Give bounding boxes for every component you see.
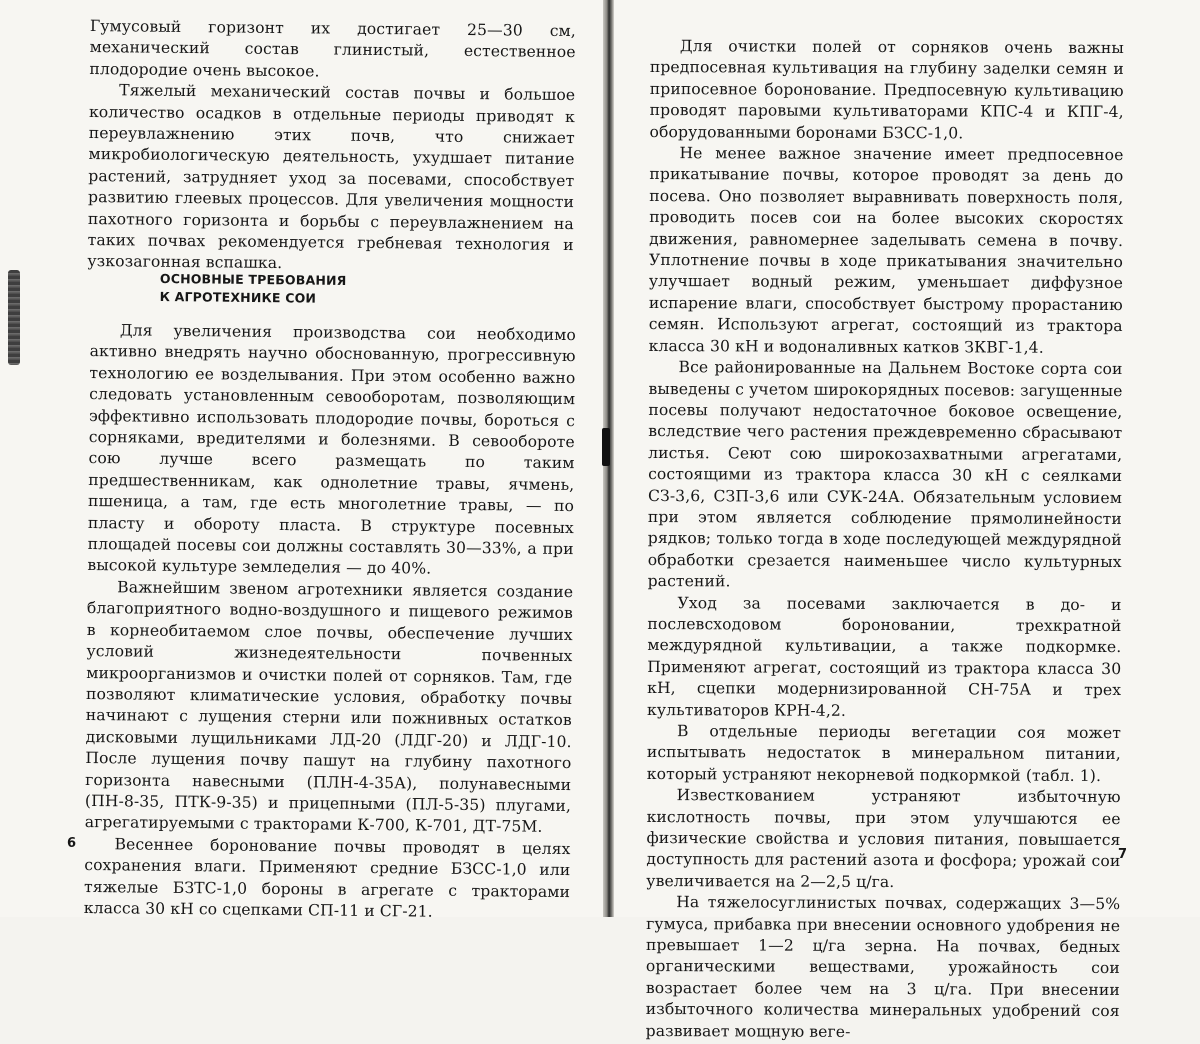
right-body-text xyxy=(646,36,1124,1044)
page-number-left: 6 xyxy=(67,836,77,851)
body-paragraph: Уход за посевами заключается в до- и послевсходовом бороновании, трехкратной междурядной культивации, а также подкормке. Применяют агрегат, состоящий из трактора класса 30 кН, сцепки модернизированной СН-75А и трех культиваторов КРН-4,2. xyxy=(647,593,1122,720)
left-body-text xyxy=(84,320,576,924)
body-paragraph: Не менее важное значение имеет предпосевное прикатывание почвы, которое проводят за день до посева. Оно позволяет выравнивать поверхность поля, проводить посев сои на более высоких скоростях движения, равномернее заделывать семена в почву. Уплотнение почвы в ходе прикатывания значительно улучшает водный режим, уменьшает диффузное испарение влаги, способствует быстрому прорастанию семян. Используют агрегат, состоящий из трактора класса 30 кН и водоналивных катков ЗКВГ-1,4. xyxy=(648,144,1124,357)
body-paragraph: Важнейшим звеном агротехники является создание благоприятного водно-воздушного и пищевого режимов в корнеобитаемом слое почвы, обеспечение лучших условий жизнедеятельности почвенных микроорганизмов и очистки полей от сорняков. Там, где позволяют климатические условия, обработку почвы начинают с лущения стерни или пожнивных остатков дисковыми лущильниками ЛД-20 (ЛДГ-20) и ЛДГ-10. После лущения почву пашут на глубину пахотного горизонта навесными (ПЛН-4-35А), полунавесными (ПН-8-35, ПТК-9-35) и прицепными (ПЛ-5-35) плугами, агрегатируемыми с тракторами К-700, К-701, ДТ-75М. xyxy=(84,578,574,837)
left-page xyxy=(0,0,608,921)
section-heading-line: ОСНОВНЫЕ ТРЕБОВАНИЯ xyxy=(159,270,347,288)
gutter-shadow xyxy=(602,428,610,466)
body-paragraph: Известкованием устраняют избыточную кислотность почвы, при этом улучшаются ее физические свойства и условия питания, повышается доступность для растений азота и фосфора; урожай сои увеличивается на 2—2,5 ц/га. xyxy=(646,786,1121,891)
body-paragraph: Все районированные на Дальнем Востоке сорта сои выведены с учетом широкорядных посевов: загущенные посевы получают недостаточное боковое освещение, вследствие чего растения преждевременно сбрасывают листья. Сеют сою широкозахватными агрегатами, состоящими из трактора класса 30 кН с сеялками СЗ-3,6, СЗП-3,6 или СУК-24А. Обязательным условием при этом является соблюдение прямолинейности рядков; только тогда в ходе последующей междурядной обработки срезается наименьшее число культурных растений. xyxy=(647,358,1123,591)
body-paragraph: Для очистки полей от сорняков очень важны предпосевная культивация на глубину заделки семян и припосевное боронование. Предпосевную культивацию проводят паровыми культиваторами КПС-4 и КПГ-4, оборудованными боронами БЗСС-1,0. xyxy=(649,37,1124,142)
page-number-right: 7 xyxy=(1118,847,1128,862)
left-intro-text xyxy=(87,16,576,278)
section-heading xyxy=(160,270,410,309)
intro-paragraph: Гумусовый горизонт их достигает 25—30 см, механический состав глинистый, естественное плодородие очень высокое. xyxy=(89,16,576,81)
body-paragraph: Весеннее боронование почвы проводят в целях сохранения влаги. Применяют средние БЗСС-1,0 или тяжелые БЗТС-1,0 бороны в агрегате с тракторами класса 30 кН со сцепками СП-11 и СГ-21. xyxy=(83,835,571,921)
body-paragraph: На тяжелосуглинистых почвах, содержащих 3—5% гумуса, прибавка при внесении основного удобрения не превышает 1—2 ц/га зерна. На почвах, бедных органическими веществами, урожайность сои возрастает более чем на 3 ц/га. При внесении избыточного количества минеральных удобрений соя развивает мощную веге- xyxy=(645,893,1121,1041)
section-heading-line: К АГРОТЕХНИКЕ СОИ xyxy=(159,288,317,306)
binding-shadow xyxy=(8,270,20,365)
body-paragraph: В отдельные периоды вегетации соя может испытывать недостаток в минеральном питании, который устраняют некорневой подкормкой (табл. 1). xyxy=(646,722,1122,785)
body-paragraph: Для увеличения производства сои необходимо активно внедрять научно обоснованную, прогрессивную технологию ее возделывания. При этом особенно важно следовать установленным севооборотам, позволяющим эффективно использовать плодородие почвы, бороться с сорняками, вредителями и болезнями. В севообороте сою лучше всего размещать по таким предшественникам, как однолетние травы, ячмень, пшеница, а там, где есть многолетние травы, — по пласту и обороту пласта. В структуре посевных площадей посевы сои должны составлять 30—33%, а при высокой культуре земледелия — до 40%. xyxy=(87,321,576,579)
intro-paragraph: Тяжелый механический состав почвы и большое количество осадков в отдельные периоды приводят к переувлажнению этих почв, что снижает микробиологическую деятельность, ухудшает питание растений, затрудняет уход за посевами, способствует развитию глеевых процессов. Для увеличения мощности пахотного горизонта и борьбы с переувлажнением на таких почвах рекомендуется гребневая технология и узкозагонная вспашка. xyxy=(87,81,576,273)
